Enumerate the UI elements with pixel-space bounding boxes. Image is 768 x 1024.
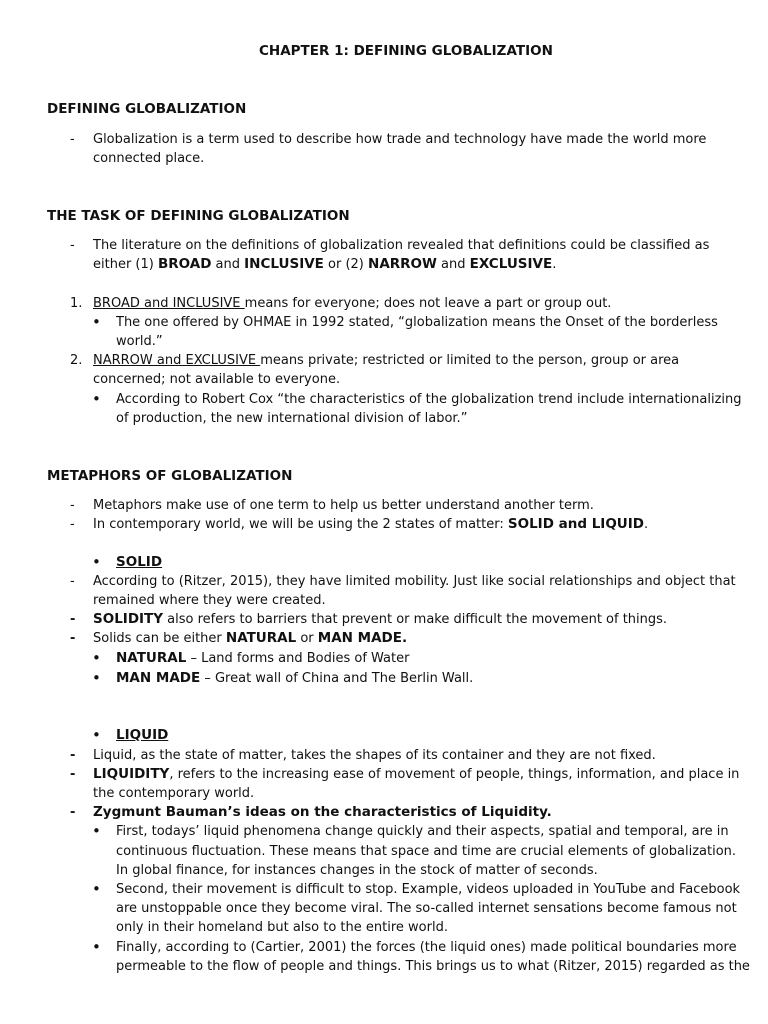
text-line: Globalization is a term used to describe how trade and technology have made the world more (93, 132, 707, 147)
list-number: 1. (70, 296, 83, 311)
text-run: Solids can be either (93, 631, 226, 646)
dash-marker: - (70, 767, 76, 782)
text-run: or (296, 631, 318, 646)
bold-term: EXCLUSIVE (469, 256, 553, 272)
text-run: and (436, 257, 470, 272)
text-run: , refers to the increasing ease of movement of people, things, information, and place in (169, 767, 740, 782)
bold-term: MAN MADE. (317, 630, 408, 646)
dash-marker: - (70, 574, 75, 589)
text-line: According to Robert Cox “the characteristics of the globalization trend include internationalizing (116, 392, 742, 407)
bullet-marker: • (92, 726, 101, 744)
text-line: Finally, according to (Cartier, 2001) the forces (the liquid ones) made political boundaries more (116, 940, 737, 955)
heading-task-of-defining: THE TASK OF DEFINING GLOBALIZATION (47, 208, 350, 224)
text-run: . (552, 257, 557, 272)
bullet-marker: • (92, 649, 101, 667)
text-line (93, 765, 739, 784)
bullet-marker: • (92, 822, 101, 840)
bullet-marker: • (92, 313, 101, 331)
text-line: the contemporary world. (93, 786, 255, 801)
text-line (116, 669, 473, 688)
text-run: means private; restricted or limited to the person, group or area (260, 353, 680, 368)
bold-term: NATURAL (225, 630, 297, 646)
text-line (93, 629, 407, 648)
underlined-term: BROAD and INCLUSIVE (93, 296, 245, 311)
text-run: or (2) (323, 257, 369, 272)
text-line: continuous fluctuation. These means that space and time are crucial elements of globalization. (116, 844, 737, 859)
bold-line: Zygmunt Bauman’s ideas on the characteristics of Liquidity. (93, 804, 552, 820)
text-line (116, 649, 409, 668)
text-run: and (211, 257, 245, 272)
text-line: Liquid, as the state of matter, takes the shapes of its container and they are not fixed. (93, 748, 656, 763)
text-run: In contemporary world, we will be using the 2 states of matter: (93, 517, 508, 532)
text-line: permeable to the flow of people and things. This brings us to what (Ritzer, 2015) regarded as the (116, 959, 750, 974)
text-line: world.” (116, 334, 163, 349)
heading-defining-globalization: DEFINING GLOBALIZATION (47, 101, 247, 117)
heading-metaphors: METAPHORS OF GLOBALIZATION (47, 468, 293, 484)
dash-marker: - (70, 132, 75, 147)
text-line (93, 610, 667, 629)
dash-marker: - (70, 805, 76, 820)
text-run: – Great wall of China and The Berlin Wall. (200, 671, 474, 686)
text-line: Metaphors make use of one term to help us better understand another term. (93, 498, 594, 513)
dash-marker: - (70, 631, 76, 646)
text-line: remained where they were created. (93, 593, 326, 608)
dash-marker: - (70, 612, 76, 627)
text-run: either (1) (93, 257, 158, 272)
text-line: concerned; not available to everyone. (93, 372, 341, 387)
dash-marker: - (70, 748, 76, 763)
bold-term: SOLIDITY (93, 611, 164, 627)
text-run: also refers to barriers that prevent or make difficult the movement of things. (163, 612, 668, 627)
text-line (93, 255, 556, 274)
bullet-marker: • (92, 390, 101, 408)
dash-marker: - (70, 238, 75, 253)
text-line: only in their homeland but also to the entire world. (116, 920, 448, 935)
text-line: According to (Ritzer, 2015), they have limited mobility. Just like social relationships and object that (93, 574, 736, 589)
bold-term: INCLUSIVE (244, 256, 324, 272)
text-line: First, todays’ liquid phenomena change quickly and their aspects, spatial and temporal, are in (116, 824, 729, 839)
underlined-term: NARROW and EXCLUSIVE (93, 353, 261, 368)
bold-term: LIQUIDITY (93, 766, 170, 782)
text-line: In global finance, for instances changes in the stock of matter of seconds. (116, 863, 598, 878)
bold-term: NARROW (368, 256, 437, 272)
bullet-marker: • (92, 553, 101, 571)
text-line (93, 515, 648, 534)
dash-marker: - (70, 498, 75, 513)
list-item (93, 294, 611, 313)
dash-marker: - (70, 517, 75, 532)
text-run: means for everyone; does not leave a part or group out. (244, 296, 612, 311)
text-line: connected place. (93, 151, 205, 166)
text-run: – Land forms and Bodies of Water (186, 651, 410, 666)
page-title: CHAPTER 1: DEFINING GLOBALIZATION (259, 43, 553, 59)
text-run: . (643, 517, 649, 532)
text-line: of production, the new international division of labor.” (116, 411, 468, 426)
bold-term: BROAD (157, 256, 212, 272)
bold-term: MAN MADE (116, 670, 201, 686)
subheading-liquid: LIQUID (116, 727, 169, 743)
list-number: 2. (70, 353, 83, 368)
list-item (93, 351, 679, 370)
bullet-marker: • (92, 880, 101, 898)
text-line: are unstoppable once they become viral. The so-called internet sensations become famous not (116, 901, 737, 916)
bold-term: SOLID and LIQUID (507, 516, 644, 532)
subheading-solid: SOLID (116, 554, 163, 570)
bold-term: NATURAL (116, 650, 187, 666)
text-line: The one offered by OHMAE in 1992 stated, “globalization means the Onset of the borderless (116, 315, 718, 330)
text-line: Second, their movement is difficult to stop. Example, videos uploaded in YouTube and Facebook (116, 882, 741, 897)
text-line: The literature on the definitions of globalization revealed that definitions could be classified as (93, 238, 710, 253)
bullet-marker: • (92, 669, 101, 687)
bullet-marker: • (92, 938, 101, 956)
